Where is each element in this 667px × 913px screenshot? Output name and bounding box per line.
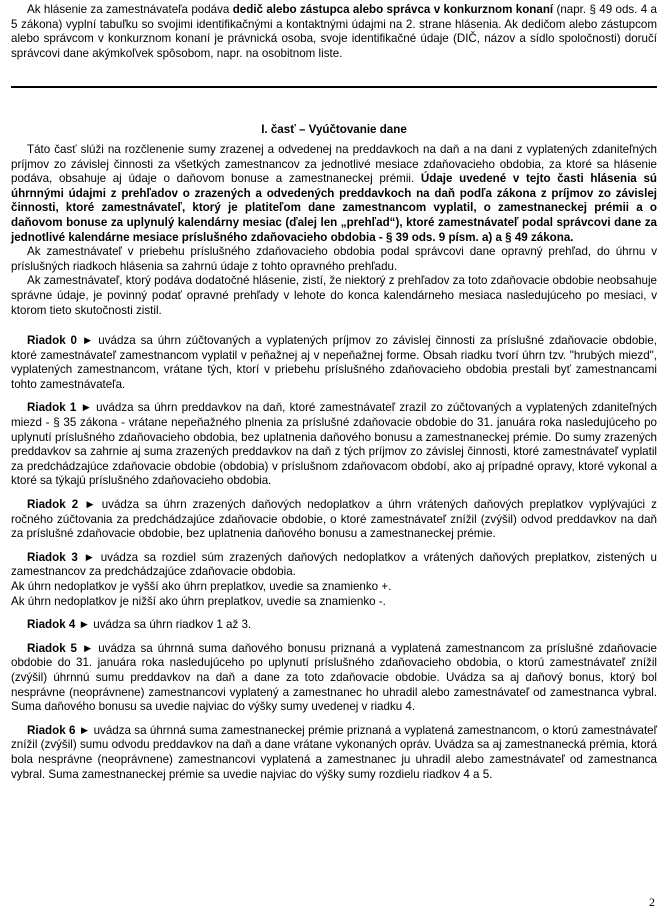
row-4-paragraph <box>11 618 657 633</box>
document-page <box>11 3 657 782</box>
row-1-text: uvádza sa úhrn preddavkov na daň, ktoré zamestnávateľ zrazil zo zúčtovaných a vyplatených zdaniteľných miezd - § 35 zákona - vrátane nepeňažného plnenia za príslušné zdaňovacie obdobie do 31. januára roka nasledujúceho po uplynutí príslušného zdaňovacieho obdobia, bez uplatnenia daňového bonusu a zamestnaneckej prémie. Do sumy zrazených preddavkov sa zahrnie aj suma zrazených preddavkov na daň z tých príjmov zo závislej činnosti, ktoré zamestnávateľ vyplatil za predchádzajúce zdaňovacie obdobie (obdobia) v príslušnom zdaňovacom období, ako aj prípadné opravy, ktoré vykonal a ktoré sa týkajú príslušného zdaňovacieho obdobia. <box>11 401 657 488</box>
row-6-label: Riadok 6 ► <box>27 723 91 737</box>
intro-paragraph <box>11 3 657 61</box>
section-text-bold: Údaje uvedené v tejto časti hlásenia sú úhrnnými údajmi z prehľadov o zrazených a odvedených preddavkoch na daň podľa zákona z príjmov zo závislej činnosti, ktoré zamestnávateľ, ktorý je platiteľom dane zamestnancom vyplatil, o zamestnaneckej prémii a o daňovom bonuse za uplynulý kalendárny mesiac (ďalej len „prehľad“), ktoré zamestnávateľ podal správcovi dane za jednotlivé kalendárne mesiace príslušného zdaňovacieho obdobia - § 39 ods. 9 písm. a) a § 49 zákona. <box>11 172 657 244</box>
row-2-paragraph <box>11 498 657 542</box>
row-3-text: uvádza sa rozdiel súm zrazených daňových nedoplatkov a vrátených daňových preplatkov, zistených u zamestnancov za predchádzajúce zdaňovacie obdobia. <box>11 550 657 579</box>
row-3-extra-2: Ak úhrn nedoplatkov je nižší ako úhrn preplatkov, uvedie sa znamienko -. <box>11 594 386 608</box>
row-0-text: uvádza sa úhrn zúčtovaných a vyplatených príjmov zo závislej činnosti za príslušné zdaňovacie obdobie, ktoré zamestnávateľ zamestnancom vyplatil v peňažnej aj v nepeňažnej forme. Obsah riadku tvorí úhrn tzv. "hrubých miezd", vyplatených zamestnancom, vrátane tých, ktorí v priebehu príslušného zdaňovacieho obdobia prestali byť zamestnancami tohto zamestnávateľa. <box>11 334 657 391</box>
row-5-paragraph <box>11 642 657 715</box>
row-1-paragraph <box>11 401 657 489</box>
row-6-text: uvádza sa úhrnná suma zamestnaneckej prémie priznaná a vyplatená zamestnancom, o ktorú zamestnávateľ znížil (zvýšil) sumu odvodu preddavkov na daň a dane vrátane vykonaných opráv. Uvádza sa aj zamestnanecká prémia, ktorá bola nesprávne (neoprávnene) zamestnancovi vyplatená a zamestnanec ju uhradil alebo zamestnávateľ od zamestnanca vybral. Suma zamestnaneckej prémie sa uvedie najviac do výšky sumy rozdielu riadkov 4 a 5. <box>11 723 657 781</box>
intro-text-1: Ak hlásenie za zamestnávateľa podáva <box>27 3 233 16</box>
row-5-label: Riadok 5 ► <box>27 641 94 655</box>
intro-text-2: (napr. § 49 ods. 4 a 5 zákona) vyplní tabuľku so svojimi identifikačnými a kontaktnými údajmi na 2. strane hlásenia. Ak dedičom alebo zástupcom alebo správcom v konkurznom konaní je právnická osoba, svoje identifikačné údaje (DIČ, názov a sídlo spoločnosti) doručí správcovi dane akýmkoľvek spôsobom, napr. na osobitnom liste. <box>11 3 657 60</box>
row-2-label: Riadok 2 ► <box>27 498 96 512</box>
row-3-label: Riadok 3 ► <box>27 550 96 564</box>
row-0-label: Riadok 0 ► <box>27 334 94 348</box>
section-divider <box>11 86 657 88</box>
intro-text-bold: dedič alebo zástupca alebo správca v konkurznom konaní <box>232 3 554 16</box>
row-1-label: Riadok 1 ► <box>27 401 92 415</box>
section-paragraph-1 <box>11 143 657 245</box>
row-4-label: Riadok 4 ► <box>27 618 91 632</box>
section-paragraph-2: Ak zamestnávateľ v priebehu príslušného zdaňovacieho obdobia podal správcovi dane opravný prehľad, do úhrnu v príslušných riadkoch hlásenia sa zahrnú údaje z tohto opravného prehľadu. <box>11 245 657 273</box>
row-2-text: uvádza sa úhrn zrazených daňových nedoplatkov a úhrn vrátených daňových preplatkov vyplývajúci z ročného zúčtovania za predchádzajúce zdaňovacie obdobie, o ktoré zamestnávateľ znížil (zvýšil) odvod preddavkov na daň za príslušné zdaňovacie obdobie, bez uplatnenia daňového bonusu a zamestnaneckej prémie. <box>11 498 657 541</box>
row-6-paragraph <box>11 724 657 782</box>
row-3-paragraph <box>11 551 657 580</box>
section-paragraph-3: Ak zamestnávateľ, ktorý podáva dodatočné hlásenie, zistí, že niektorý z prehľadov za toto zdaňovacie obdobie neobsahuje správne údaje, je povinný podať opravné prehľady v lehote do konca kalendárneho mesiaca nasledujúceho po mesiaci, v ktorom tieto skutočnosti zistil. <box>11 274 657 317</box>
row-0-paragraph <box>11 334 657 392</box>
section-text: Táto časť slúži na rozčlenenie sumy zrazenej a odvedenej na preddavkoch na daň a na dani z vyplatených zdaniteľných príjmov zo závislej činnosti za všetkých zamestnancov za jednotlivé mesiace zdaňovacieho obdobia, za ktoré sa hlásenie podáva, obsahuje aj údaje o daňovom bonuse a zamestnaneckej prémii. <box>11 142 657 186</box>
row-5-text: uvádza sa úhrnná suma daňového bonusu priznaná a vyplatená zamestnancom za príslušné zdaňovacie obdobie do 31. januára roka nasledujúceho po uplynutí príslušného zdaňovacieho obdobia, o ktorú zamestnávateľ znížil (zvýšil) úhrnnú sumu preddavkov na daň a dane za toto zdaňovacie obdobie. Uvádza sa aj daňový bonus, ktorý bol nesprávne (neoprávnene) zamestnancovi vyplatený a zamestnanec ho uhradil alebo zamestnávateľ od zamestnanca vybral. Suma daňového bonusu sa uvedie najviac do výšky sumy uvedenej v riadku 4. <box>11 641 657 714</box>
section-title: I. časť – Vyúčtovanie dane <box>261 123 407 137</box>
page-number: 2 <box>649 895 655 909</box>
row-3-extra-1: Ak úhrn nedoplatkov je vyšší ako úhrn preplatkov, uvedie sa znamienko +. <box>11 580 392 593</box>
row-4-text: uvádza sa úhrn riadkov 1 až 3. <box>90 618 252 632</box>
